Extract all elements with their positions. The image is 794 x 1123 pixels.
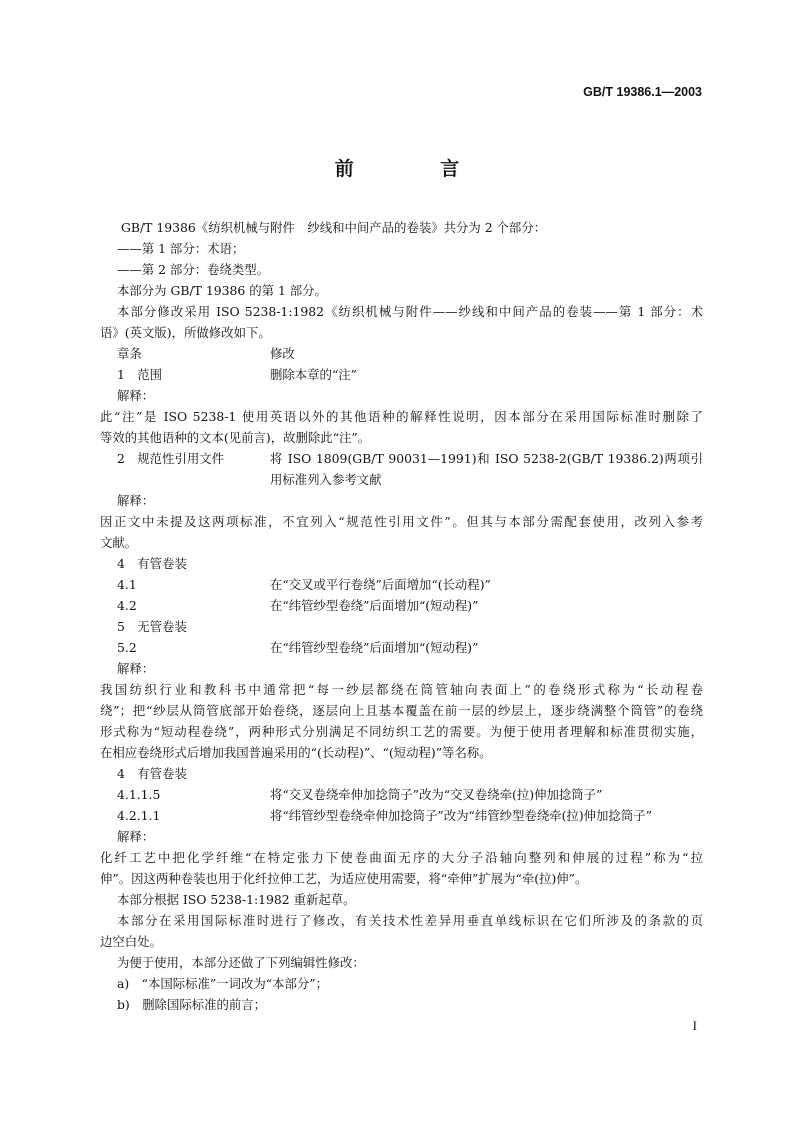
page-number: I <box>692 1018 697 1033</box>
change-cell: 在“纬管纱型卷绕”后面增加“(短动程)” <box>270 598 479 613</box>
paragraph: 本部分根据 ISO 5238-1:1982 重新起草。 <box>117 892 356 907</box>
paragraph-line: 我国纺织行业和教科书中通常把“每一纱层都绕在筒管轴向表面上”的卷绕形式称为“长动程卷 <box>100 682 703 697</box>
change-cell: 将“交叉卷绕牵伸加捻筒子”改为“交叉卷绕牵(拉)伸加捻筒子” <box>270 787 603 802</box>
change-cell: 在“交叉或平行卷绕”后面增加“(长动程)” <box>270 577 491 592</box>
change-row <box>117 574 703 595</box>
clause-cell: 4.1.1.5 <box>117 787 161 802</box>
clause-cell: 2 规范性引用文件 <box>117 451 225 466</box>
clause-cell: 1 范围 <box>117 367 163 382</box>
explanation-label: 解释： <box>117 661 155 676</box>
change-row <box>117 553 703 574</box>
change-row <box>117 448 703 490</box>
paragraph-line: 在相应卷绕形式后增加我国普遍采用的“(长动程)”、“(短动程)”等名称。 <box>100 745 492 760</box>
change-cell <box>270 763 703 784</box>
paragraph-line: 等效的其他语种的文本(见前言)，故删除此“注”。 <box>100 430 371 445</box>
change-cell <box>270 553 703 574</box>
clause-cell: 5.2 <box>117 640 137 655</box>
paragraph-line: 文献。 <box>100 535 138 550</box>
list-item: b) 删除国际标准的前言； <box>117 997 267 1012</box>
paragraph: GB/T 19386《纺织机械与附件 纱线和中间产品的卷装》共分为 2 个部分： <box>121 220 547 235</box>
explanation-label: 解释： <box>117 829 155 844</box>
change-row <box>117 805 703 826</box>
change-cell: 修改 <box>270 346 295 361</box>
change-row <box>117 637 703 658</box>
change-row <box>117 595 703 616</box>
standard-number: GB/T 19386.1—2003 <box>583 85 702 99</box>
paragraph: 本部分为 GB/T 19386 的第 1 部分。 <box>117 283 327 298</box>
paragraph-line: 此“注”是 ISO 5238-1 使用英语以外的其他语种的解释性说明，因本部分在采用国际标准时删除了 <box>100 409 703 424</box>
paragraph-line: 化纤工艺中把化学纤维“在特定张力下使卷曲面无序的大分子沿轴向整列和伸展的过程”称为“拉 <box>100 850 703 865</box>
clause-cell: 4 有管卷装 <box>117 556 187 571</box>
paragraph-line: 因正文中未提及这两项标准，不宜列入“规范性引用文件”。但其与本部分需配套使用，改列入参考 <box>100 514 703 529</box>
change-cell: 在“纬管纱型卷绕”后面增加“(短动程)” <box>270 640 479 655</box>
explanation-label: 解释： <box>117 388 155 403</box>
paragraph-line: 边空白处。 <box>100 934 162 949</box>
clause-cell: 4 有管卷装 <box>117 766 187 781</box>
list-item: ——第 1 部分：术语； <box>117 241 245 256</box>
list-item: ——第 2 部分：卷绕类型。 <box>117 262 270 277</box>
change-row <box>117 763 703 784</box>
clause-cell: 4.2.1.1 <box>117 808 161 823</box>
change-cell: 将 ISO 1809(GB/T 90031—1991)和 ISO 5238-2(GB/T 19386.2)两项引用标准列入参考文献 <box>270 451 703 487</box>
change-cell: 将“纬管纱型卷绕牵伸加捻筒子”改为“纬管纱型卷绕牵(拉)伸加捻筒子” <box>270 808 652 823</box>
paragraph-line: 本部分在采用国际标准时进行了修改，有关技术性差异用垂直单线标识在它们所涉及的条款的页 <box>117 913 703 928</box>
change-row <box>117 616 703 637</box>
list-item: a) “本国际标准”一词改为“本部分”； <box>117 976 329 991</box>
change-row <box>117 784 703 805</box>
paragraph-line: 伸”。因这两种卷装也用于化纤拉伸工艺，为适应使用需要，将“牵伸”扩展为“牵(拉)伸”。 <box>100 871 588 886</box>
page-title: 前 言 <box>334 158 500 180</box>
change-cell <box>270 616 703 637</box>
explanation-label: 解释： <box>117 493 155 508</box>
clause-cell: 4.1 <box>117 577 137 592</box>
clause-cell: 5 无管卷装 <box>117 619 187 634</box>
foreword-body <box>100 217 703 1015</box>
paragraph-line: 绕”；把“纱层从筒管底部开始卷绕，逐层向上且基本覆盖在前一层的纱层上，逐步绕满整个筒管”的卷绕 <box>100 703 703 718</box>
paragraph-line: 本部分修改采用 ISO 5238-1:1982《纺织机械与附件——纱线和中间产品的卷装——第 1 部分：术 <box>117 304 703 319</box>
paragraph-line: 形式称为“短动程卷绕”，两种形式分别满足不同纺织工艺的需要。为便于使用者理解和标准贯彻实施， <box>100 724 703 739</box>
paragraph: 为便于使用，本部分还做了下列编辑性修改： <box>117 955 365 970</box>
change-row-header <box>117 343 703 364</box>
change-row <box>117 364 703 385</box>
change-cell: 删除本章的“注” <box>270 367 358 382</box>
paragraph-line: 语》(英文版)，所做修改如下。 <box>100 325 271 340</box>
clause-cell: 章条 <box>117 346 142 361</box>
clause-cell: 4.2 <box>117 598 137 613</box>
